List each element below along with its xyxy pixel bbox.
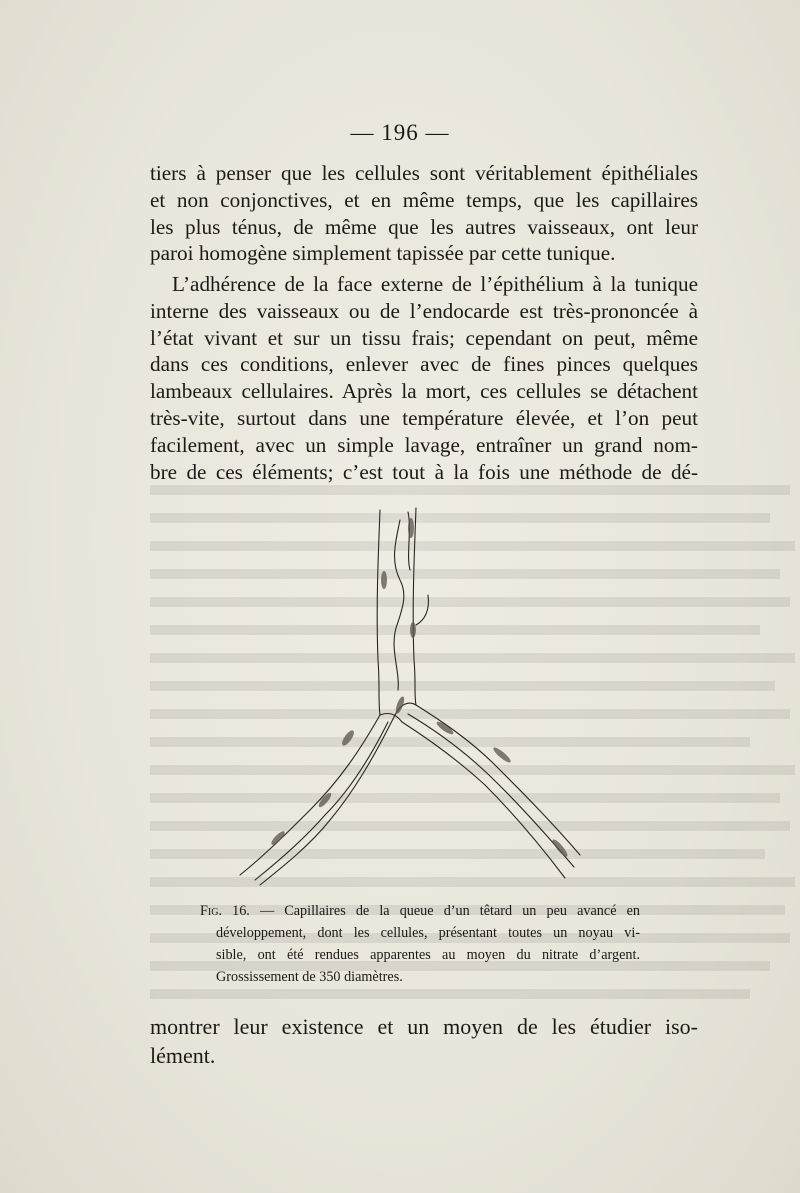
text-line: paroi homogène simplement tapissée par cette tunique. [150,241,616,266]
caption-line-1 [200,900,640,922]
text-line: très-vite, surtout dans une température élevée, et l’on peut [150,405,698,430]
text-line: montrer leur existence et un moyen de les étudier iso- [150,1014,698,1039]
page-number: — 196 — [350,120,450,145]
paragraph-1 [150,160,698,267]
text-line: lambeaux cellulaires. Après la mort, ces cellules se détachent [150,379,698,404]
caption-line: développement, dont les cellules, présentant toutes un noyau vi- [216,925,640,941]
figure-capillaries-illustration [230,500,610,895]
caption-line: Grossissement de 350 diamètres. [216,969,403,985]
text-line: lément. [150,1043,216,1068]
text-line: les plus ténus, de même que les autres vaisseaux, ont leur [150,214,698,239]
text-line: et non conjonctives, et en même temps, que les capillaires [150,187,698,212]
caption-text: — Capillaires de la queue d’un têtard un peu avancé en [259,903,640,919]
text-line: L’adhérence de la face externe de l’épithélium à la tunique [172,272,698,296]
text-line: dans ces conditions, enlever avec de fines pinces quelques [150,352,698,377]
paragraph-3 [150,1012,698,1070]
figure-label: Fig. 16. [200,903,250,919]
caption-line: sible, ont été rendues apparentes au moyen du nitrate d’argent. [216,947,640,963]
text-line: interne des vaisseaux ou de l’endocarde est très-prononcée à [150,298,698,323]
text-line: bre de ces éléments; c’est tout à la fois une méthode de dé- [150,459,698,484]
text-line: facilement, avec un simple lavage, entraîner un grand nom- [150,432,698,457]
figure-caption [200,900,640,988]
paragraph-2 [150,271,698,485]
text-line: tiers à penser que les cellules sont véritablement épithéliales [150,161,698,185]
text-line: l’état vivant et sur un tissu frais; cependant on peut, même [150,325,698,350]
